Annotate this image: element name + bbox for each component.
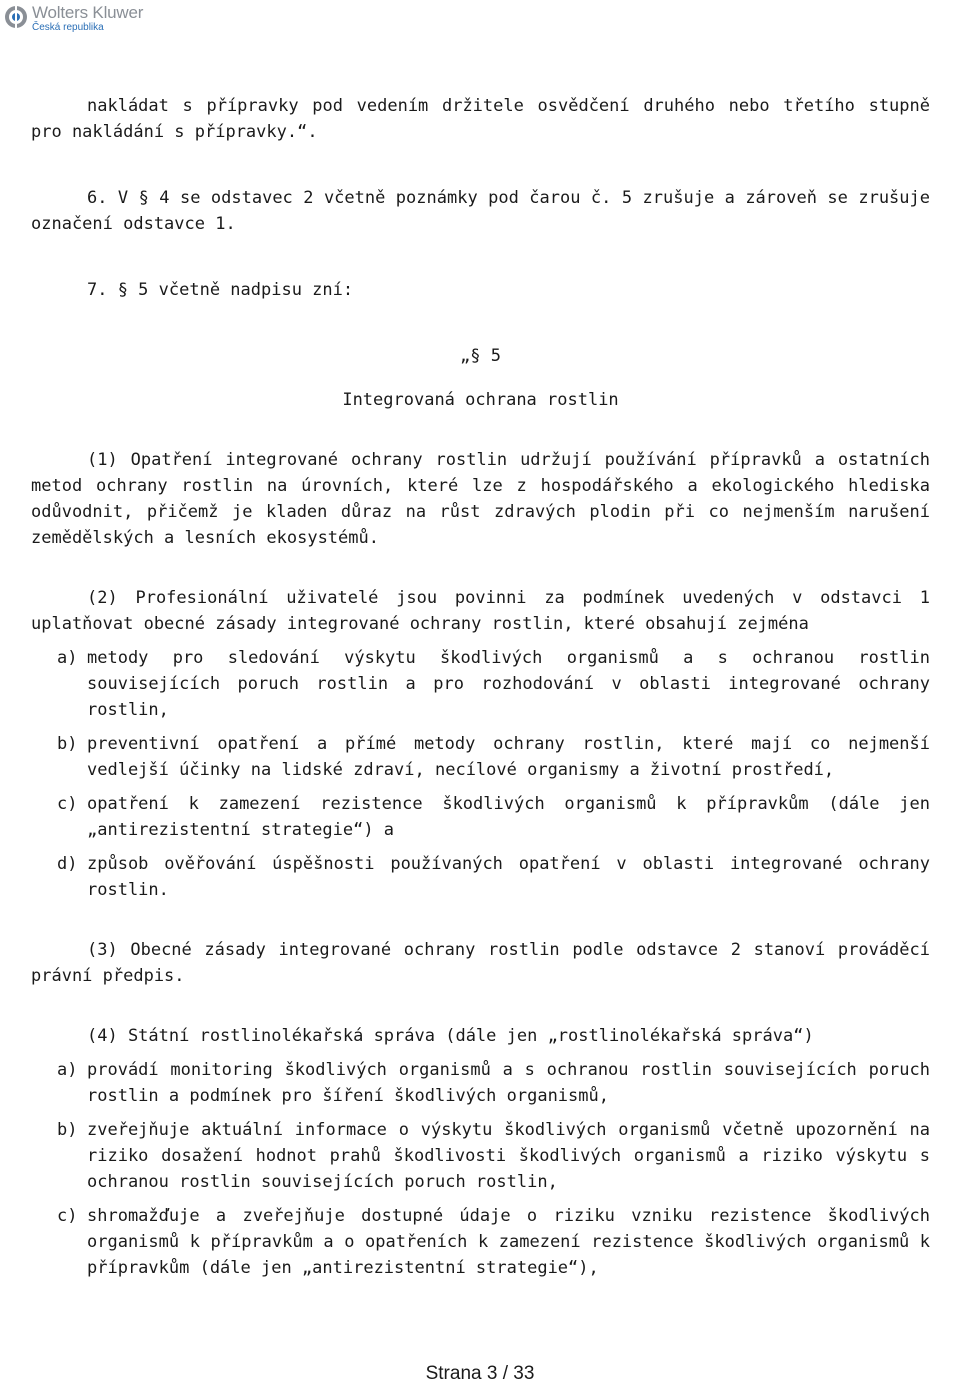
list-marker: a) (57, 1060, 78, 1080)
list-text: způsob ověřování úspěšnosti používaných opatření v oblasti integrované ochrany rostlin. (87, 854, 930, 900)
list-marker: c) (57, 794, 78, 814)
text-continuation: nakládat s přípravky pod vedením držitele osvědčení druhého nebo třetího stupně pro nakládání s přípravky.“. (31, 96, 930, 142)
list-text: shromažďuje a zveřejňuje dostupné údaje o riziku vzniku rezistence škodlivých organismů k přípravkům a o opatřeních k zamezení rezistence škodlivých organismů k přípravkům (dále jen „antirezistentní strategie“), (87, 1206, 930, 1278)
list-item (31, 851, 930, 903)
list-item (31, 1117, 930, 1195)
list-text: opatření k zamezení rezistence škodlivých organismů k přípravkům (dále jen „antirezistentní strategie“) a (87, 794, 930, 840)
list-marker: b) (57, 734, 78, 754)
paragraph-4: (4) Státní rostlinolékařská správa (dále jen „rostlinolékařská správa“) (87, 1026, 814, 1046)
list-marker: c) (57, 1206, 78, 1226)
list-text: provádí monitoring škodlivých organismů a s ochranou rostlin souvisejících poruch rostlin a podmínek pro šíření škodlivých organismů, (87, 1060, 930, 1106)
document-body (31, 93, 930, 1281)
amendment-point-7: 7. § 5 včetně nadpisu zní: (87, 280, 354, 300)
logo-icon (4, 5, 28, 29)
list-item (31, 645, 930, 723)
section-mark: „§ 5 (460, 346, 501, 366)
logo-name: Wolters Kluwer (32, 3, 144, 22)
page-number: Strana 3 / 33 (425, 1363, 535, 1384)
paragraph-1: (1) Opatření integrované ochrany rostlin udržují používání přípravků a ostatních metod ochrany rostlin na úrovních, které lze z hospodářského a ekologického hlediska odůvodnit, přičemž je kladen důraz na růst zdravých plodin při co nejmenším narušení zemědělských a lesních ekosystémů. (31, 450, 930, 548)
list-marker: d) (57, 854, 78, 874)
paragraph-3: (3) Obecné zásady integrované ochrany rostlin podle odstavce 2 stanoví prováděcí právní předpis. (31, 940, 930, 986)
paragraph-2: (2) Profesionální uživatelé jsou povinni za podmínek uvedených v odstavci 1 uplatňovat obecné zásady integrované ochrany rostlin, které obsahují zejména (31, 588, 930, 634)
list-text: preventivní opatření a přímé metody ochrany rostlin, které mají co nejmenší vedlejší účinky na lidské zdraví, necílové organismy a životní prostředí, (87, 734, 930, 780)
logo-subtitle: Česká republika (32, 22, 104, 33)
amendment-point-6: 6. V § 4 se odstavec 2 včetně poznámky pod čarou č. 5 zrušuje a zároveň se zrušuje označení odstavce 1. (31, 188, 930, 234)
list-marker: b) (57, 1120, 78, 1140)
list-text: zveřejňuje aktuální informace o výskytu škodlivých organismů včetně upozornění na riziko dosažení hodnot prahů škodlivosti škodlivých organismů a riziko výskytu s ochranou rostlin souvisejících poruch rostlin, (87, 1120, 930, 1192)
list-marker: a) (57, 648, 78, 668)
list-text: metody pro sledování výskytu škodlivých organismů a s ochranou rostlin souvisejících poruch rostlin a pro rozhodování v oblasti integrované ochrany rostlin, (87, 648, 930, 720)
list-item (31, 791, 930, 843)
list-item (31, 1203, 930, 1281)
list-item (31, 731, 930, 783)
section-title: Integrovaná ochrana rostlin (342, 390, 619, 410)
wolters-kluwer-logo (4, 4, 143, 33)
list-item (31, 1057, 930, 1109)
